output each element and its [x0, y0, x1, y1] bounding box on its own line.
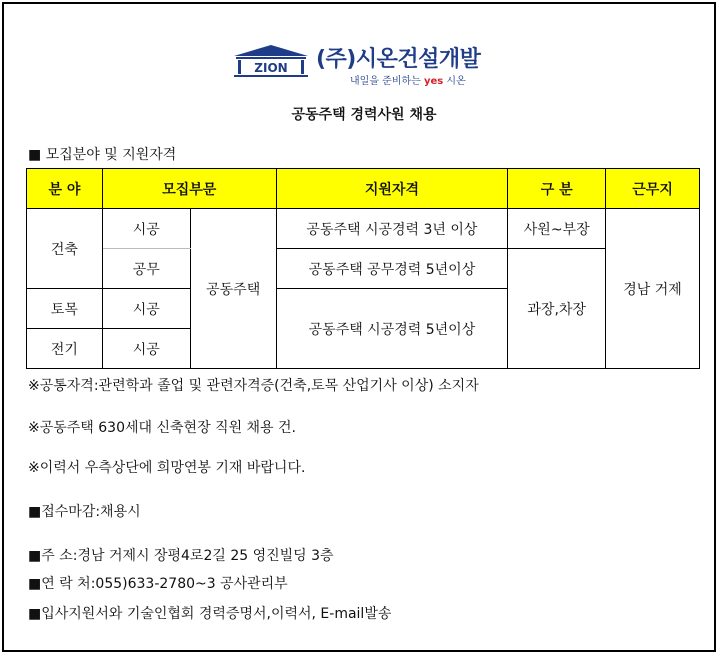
- document-frame: [2, 2, 716, 652]
- cell-role: 시공: [102, 329, 190, 369]
- building-logo-icon: [232, 44, 310, 78]
- page-title: 공동주택 경력사원 채용: [291, 107, 437, 123]
- table-row: [27, 249, 700, 289]
- recruitment-table: [26, 168, 700, 369]
- table-row: [27, 209, 700, 249]
- note-deadline: ■접수마감:채용시: [28, 504, 141, 520]
- section-heading: ■ 모집분야 및 지원자격: [28, 147, 177, 163]
- header-location: 근무지: [606, 169, 700, 209]
- tagline-end: 시온: [443, 76, 466, 87]
- cell-qualification: 공동주택 공무경력 5년이상: [276, 249, 508, 289]
- table-header-row: [27, 169, 700, 209]
- header-qualification: 지원자격: [276, 169, 508, 209]
- cell-qualification: 공동주택 시공경력 3년 이상: [276, 209, 508, 249]
- tagline-yes: yes: [423, 76, 444, 87]
- cell-grade: 사원~부장: [508, 209, 606, 249]
- cell-field-civil: 토목: [27, 289, 103, 329]
- note-contact: ■연 락 처:055)633-2780~3 공사관리부: [28, 576, 288, 592]
- company-tagline: [350, 72, 466, 87]
- cell-dept: 공동주택: [190, 209, 276, 369]
- note-address: ■주 소:경남 거제시 장평4로2길 25 영진빌딩 3층: [28, 548, 334, 564]
- cell-location: 경남 거제: [606, 209, 700, 369]
- company-name: (주)시온건설개발: [316, 47, 481, 72]
- cell-field-electrical: 전기: [27, 329, 103, 369]
- cell-grade: 과장,차장: [508, 249, 606, 369]
- logo-mark-text: ZION: [254, 61, 288, 75]
- header-field: 분 야: [27, 169, 103, 209]
- header-division: 모집부문: [102, 169, 276, 209]
- cell-role: 시공: [102, 289, 190, 329]
- cell-role: 시공: [102, 209, 190, 249]
- cell-role: 공무: [102, 249, 190, 289]
- company-logo: [232, 36, 492, 88]
- note-project: ※공동주택 630세대 신축현장 직원 채용 건.: [28, 420, 297, 436]
- tagline-start: 내일을 준비하는: [350, 76, 424, 87]
- cell-field-architecture: 건축: [27, 209, 103, 289]
- note-submission: ■입사지원서와 기술인협회 경력증명서,이력서, E-mail발송: [28, 606, 392, 622]
- cell-qualification: 공동주택 시공경력 5년이상: [276, 289, 508, 369]
- header-grade: 구 분: [508, 169, 606, 209]
- note-salary: ※이력서 우측상단에 희망연봉 기재 바랍니다.: [28, 460, 306, 476]
- note-common-qualification: ※공통자격:관련학과 졸업 및 관련자격증(건축,토목 산업기사 이상) 소지자: [28, 378, 479, 394]
